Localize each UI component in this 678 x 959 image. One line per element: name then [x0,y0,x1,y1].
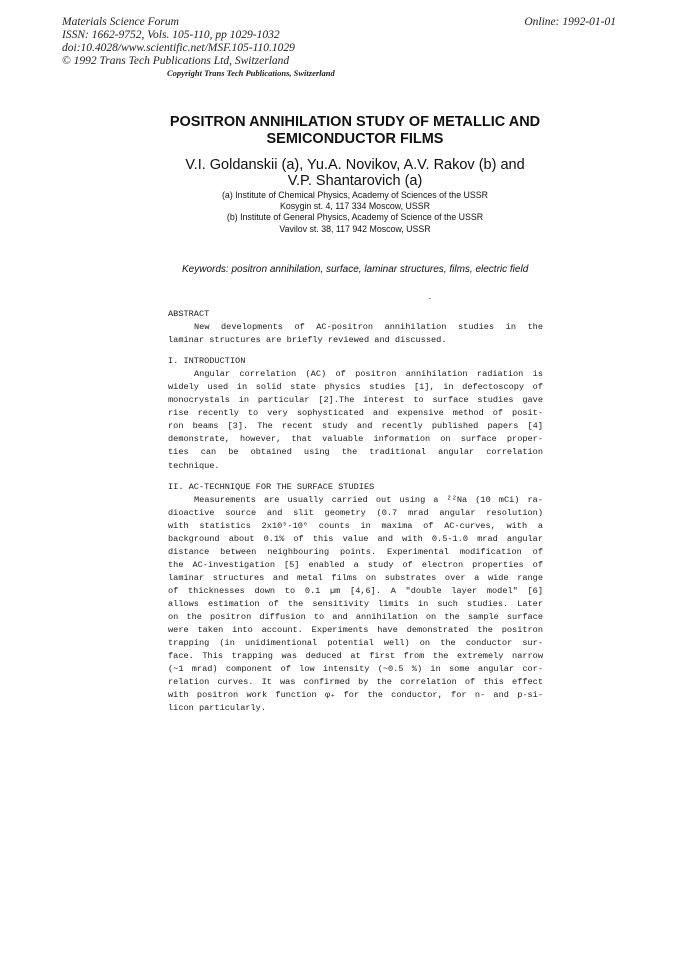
title-line: SEMICONDUCTOR FILMS [266,131,444,147]
body-line: on the positron diffusion to and annihilation on the sample surface [168,612,543,623]
body-line: demonstrate, however, that valuable information on surface proper- [168,434,543,445]
keywords: Keywords: positron annihilation, surface, laminar structures, films, electric field [182,264,529,275]
body-line: ron beams [3]. The recent study and recently published papers [4] [168,421,543,432]
section-heading-abstract: ABSTRACT [168,309,210,319]
affiliation-line: (b) Institute of General Physics, Academy of Science of the USSR [226,212,484,223]
author-line: V.I. Goldanskii (a), Yu.A. Novikov, A.V. Rakov (b) and [185,157,525,173]
body-line: laminar structures are briefly reviewed and discussed. [168,335,447,346]
meta-line: ISSN: 1662-9752, Vols. 105-110, pp 1029-1032 [62,29,280,41]
title-line: POSITRON ANNIHILATION STUDY OF METALLIC AND [169,114,541,130]
body-line: ties can be obtained using the traditional angular correlation [168,447,543,458]
paper-title [150,114,560,148]
body-line: of thicknesses down to 0.1 µm [4,6]. A "double layer model" [6] [168,585,543,596]
journal-meta [62,16,295,68]
meta-line: © 1992 Trans Tech Publications Ltd, Switzerland [62,55,290,67]
body-line: (~1 mrad) component of low intensity (~0.5 %) in some angular cor- [168,664,543,675]
affiliations [150,190,560,235]
body-line: the AC-investigation [5] enabled a study of electron properties of [168,559,543,570]
body-line: background about 0.1% of this value and with 0.5-1.0 mrad angular [168,533,543,544]
article-body [168,308,543,715]
section-heading-ac-technique: II. AC-TECHNIQUE FOR THE SURFACE STUDIES [168,481,375,492]
body-line: widely used in solid state physics studies [1], in defectoscopy of [168,382,543,393]
body-line: distance between neighbouring points. Experimental modification of [168,546,543,557]
author-list [150,157,560,189]
meta-line: Materials Science Forum [62,16,179,28]
body-line: laminar structures and metal films on substrates over a wide range [168,572,543,583]
body-line: technique. [168,460,220,471]
affiliation-line: Kosygin st. 4, 117 334 Moscow, USSR [280,201,430,212]
body-line: licon particularly. [168,703,266,714]
section-heading-introduction: I. INTRODUCTION [168,356,246,367]
affiliation-line: (a) Institute of Chemical Physics, Academy of Sciences of the USSR [222,190,488,200]
body-line: dioactive source and slit geometry (0.7 mrad angular resolution) [168,507,543,518]
body-line: were taken into account. Experiments have demonstrated the positron [168,625,543,636]
body-line: rise recently to very sophysticated and expensive method of posit- [168,408,543,419]
scan-speck [429,298,431,299]
body-line: with positron work function φ₊ for the conductor, for n- and p-si- [168,690,543,701]
body-line: Angular correlation (AC) of positron annihilation radiation is [194,369,543,380]
author-line: V.P. Shantarovich (a) [287,173,423,189]
meta-line: doi:10.4028/www.scientific.net/MSF.105-110.1029 [62,42,295,54]
affiliation-line: Vavilov st. 38, 117 942 Moscow, USSR [279,223,431,234]
copyright-notice: Copyright Trans Tech Publications, Switzerland [167,68,335,78]
body-line: allows estimation of the sensitivity limits in such studies. Later [168,598,543,609]
body-line: face. This trapping was deduced at first from the extremely narrow [168,651,543,662]
body-line: monocrystals in particular [2].The interest to surface studies gave [168,395,543,406]
body-line: Measurements are usually carried out using a ²²Na (10 mCi) ra- [194,494,543,505]
body-line: with statistics 2x10⁵-10⁶ counts in maxima of AC-curves, with a [168,520,543,531]
body-line: New developments of AC-positron annihilation studies in the [194,322,543,333]
body-line: trapping (in unidimentional potential well) on the conductor sur- [168,638,543,649]
body-line: relation curves. It was confirmed by the correlation of this effect [168,677,543,688]
online-date: Online: 1992-01-01 [524,16,616,28]
